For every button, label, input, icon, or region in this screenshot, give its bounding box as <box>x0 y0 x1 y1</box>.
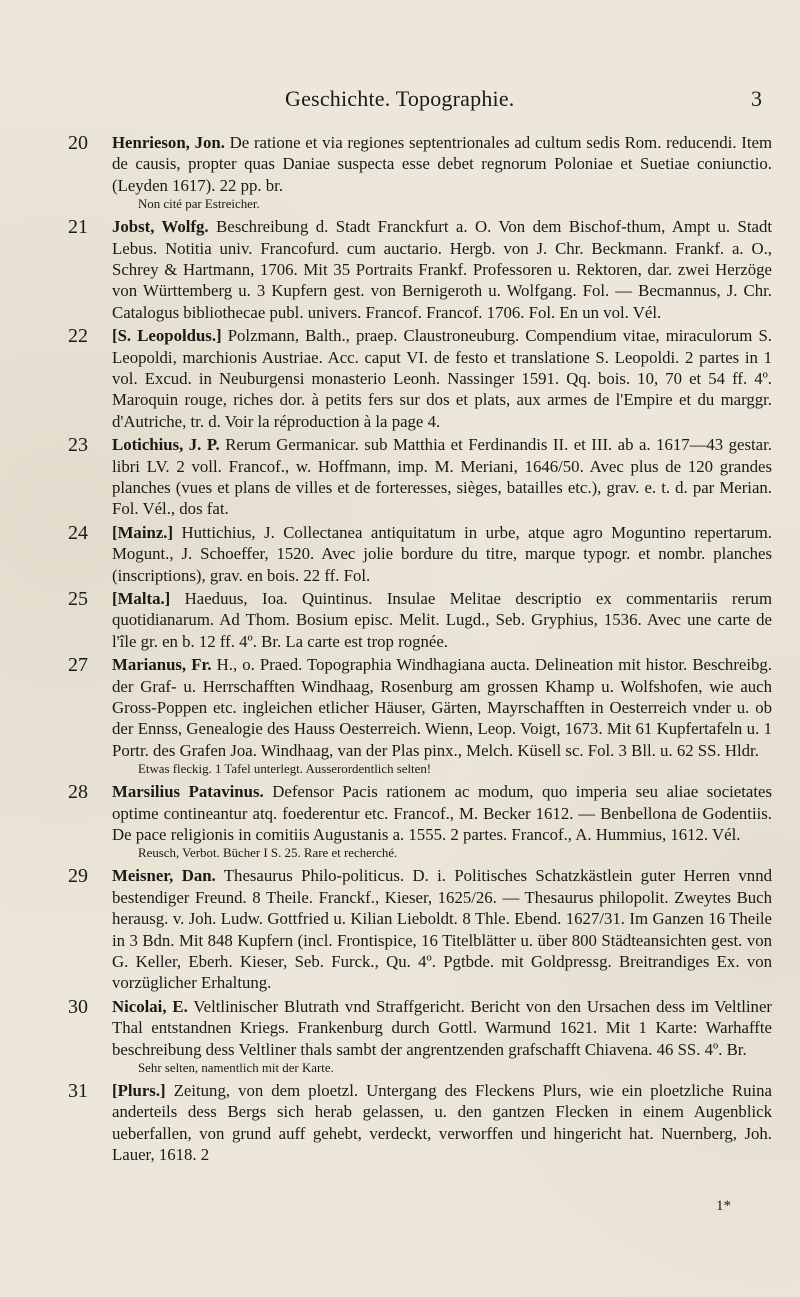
catalogue-entry <box>68 995 772 1078</box>
entry-description: De ratione et via regiones septentrionales ad cultum sedis Rom. reducendi. Item de causis, propter quas Daniae suspecta esse debet regnorum Poloniae et Suetiae coniunctio. (Leyden 1617). 22 pp. br. <box>112 133 773 195</box>
catalogue-entry <box>68 521 772 586</box>
entry-number: 29 <box>68 865 88 888</box>
entry-author: [Plurs.] <box>112 1080 166 1100</box>
entry-author: Meisner, Dan. <box>112 866 216 886</box>
page-header <box>0 86 800 116</box>
entry-text <box>112 996 772 1060</box>
entry-author: Henrieson, Jon. <box>112 133 225 152</box>
entry-number: 24 <box>68 521 88 544</box>
entry-text <box>112 865 772 993</box>
catalogue-entry <box>68 434 772 520</box>
entry-number: 25 <box>68 588 88 611</box>
page-number: 3 <box>751 86 762 111</box>
entry-number: 31 <box>68 1079 88 1102</box>
entry-author: [Mainz.] <box>112 522 174 542</box>
catalogue-entry <box>68 865 772 993</box>
entry-text <box>112 216 772 323</box>
entry-author: Marianus, Fr. <box>112 655 212 675</box>
entry-text <box>112 588 772 652</box>
signature-mark: 1* <box>716 1198 731 1214</box>
entry-number: 21 <box>68 216 88 239</box>
entry-author: Nicolai, E. <box>112 996 188 1016</box>
entry-text <box>112 781 772 845</box>
entry-number: 23 <box>68 434 88 457</box>
catalogue-entries <box>68 132 773 1168</box>
entry-description: Zeitung, von dem ploetzl. Untergang des Fleckens Plurs, wie ein ploetzliche Ruina anderteils dess Bergs sich herab gelassen, u. den gantzen Flecken in einem Augenblick ueberfallen, von grund auff gehebt, verdeckt, verworffen und hingericht hat. Nuernberg, Joh. Lauer, 1618. 2 <box>112 1080 772 1165</box>
entry-description: Polzmann, Balth., praep. Claustroneuburg. Compendium vitae, miraculorum S. Leopoldi, marchionis Austriae. Acc. caput VI. de festo et translatione S. Leopoldi. 2 partes in 1 vol. Excud. in Neuburgensi monasterio Leonh. Nassinger 1591. Qq. bois. 10, 70 et 54 ff. 4º. Maroquin rouge, riches dor. à petits fers sur dos et plats, aux armes de l'Empire et du marggr. d'Autriche, tr. d. Voir la réproduction à la page 4. <box>112 326 772 431</box>
entry-author: Jobst, Wolfg. <box>112 217 209 237</box>
entry-description: Haeduus, Ioa. Quintinus. Insulae Melitae descriptio ex commentariis rerum quotidianarum. Ad Thom. Bosium episc. Melit. Lugd., Seb. Gryphius, 1536. Avec une carte de l'île gr. en b. 12 ff. 4º. Br. La carte est trop rognée. <box>112 589 772 651</box>
entry-note: Reusch, Verbot. Bücher I S. 25. Rare et recherché. <box>138 846 398 861</box>
entry-description: Huttichius, J. Collectanea antiquitatum in urbe, atque agro Moguntino repertarum. Mogunt., J. Schoeffer, 1520. Avec jolie bordure du titre, marque typogr. et nombr. planches (inscriptions), grav. en bois. 22 ff. Fol. <box>112 522 772 585</box>
entry-number: 30 <box>68 995 88 1018</box>
entry-author: Marsilius Patavinus. <box>112 782 264 802</box>
catalogue-entry <box>68 654 772 779</box>
entry-text <box>112 1080 772 1166</box>
entry-text <box>112 434 772 520</box>
entry-text <box>112 325 772 432</box>
entry-text <box>112 654 772 761</box>
entry-description: Rerum Germanicar. sub Matthia et Ferdinandis II. et III. ab a. 1617—43 gestar. libri LV. 2 voll. Francof., w. Hoffmann, imp. M. Meriani, 1646/50. Avec plus de 120 grandes planches (vues et plans de villes et de forteresses, sièges, batailles etc.), grav. e. t. d. par Merian. Fol. Vél., dos fat. <box>112 435 772 519</box>
entry-author: [Malta.] <box>112 589 171 609</box>
entry-note: Non cité par Estreicher. <box>138 197 260 212</box>
entry-author: Lotichius, J. P. <box>112 435 220 455</box>
entry-description: Defensor Pacis rationem ac modum, quo imperia seu aliae societates optime contineantur atq. foederentur etc. Francof., M. Becker 1612. — Benbellona de Godentiis. De pace religionis in comitiis Augustanis a. 1555. 2 partes. Francof., A. Hummius, 1612. Vél. <box>112 782 772 844</box>
entry-note: Etwas fleckig. 1 Tafel unterlegt. Ausserordentlich selten! <box>138 762 432 777</box>
entry-text <box>112 132 772 196</box>
entry-text <box>112 522 772 586</box>
entry-description: Thesaurus Philo-politicus. D. i. Politisches Schatzkästlein guter Herren vnnd bestendiger Freund. 8 Theile. Franckf., Kieser, 1625/26. — Thesaurus philopolit. Zweytes Buch herausg. v. Joh. Ludw. Gottfried u. Kilian Lieboldt. 8 Thle. Ebend. 1627/31. Im Ganzen 16 Theile in 3 Bdn. Mit 848 Kupfern (incl. Frontispice, 16 Titelblätter u. über 800 Städteansichten gest. von G. Keller, Eberh. Kieser, Seb. Furck., Qu. 4º. Pgtbde. mit Goldpressg. Breitrandiges Ex. von vorzüglicher Erhaltung. <box>112 866 772 993</box>
catalogue-entry <box>68 588 772 652</box>
entry-number: 22 <box>68 325 88 348</box>
catalogue-entry <box>68 781 772 863</box>
catalogue-entry <box>68 216 773 323</box>
running-title: Geschichte. Topographie. <box>285 86 515 111</box>
entry-description: Beschreibung d. Stadt Franckfurt a. O. Von dem Bischof-thum, Ampt u. Stadt Lebus. Notitia univ. Francofurd. cum auctario. Hergb. von J. Chr. Beckmann. Frankf. a. O., Schrey & Hartmann, 1706. Mit 35 Portraits Frankf. Professoren u. Rektoren, dar. zwei Herzöge von Württemberg u. 3 Kupfern gest. von Bernigeroth u. Wolfgang. Fol. — Becmannus, J. Chr. Catalogus bibliothecae publ. univers. Francof. Francof. 1706. Fol. En un vol. Vél. <box>112 217 773 322</box>
catalogue-entry <box>68 1079 772 1166</box>
entry-description: Veltlinischer Blutrath vnd Straffgericht. Bericht von den Ursachen dess im Veltliner Thal entstandnen Kriegs. Frankenburg durch Gottl. Warmund 1621. Mit 1 Karte: Warhaffte beschreibung dess Veltliner thals sambt der angrentzenden grafschafft Chiavena. 46 SS. 4º. Br. <box>112 996 772 1059</box>
entry-description: H., o. Praed. Topographia Windhagiana aucta. Delineation mit histor. Beschreibg. der Graf- u. Herrschafften Windhaag, Rosenburg am grossen Khamp u. Wolfshofen, wie auch Gross-Poppen etc. ingleichen etlicher Häuser, Gärten, Mayrschafften in Oesterreich vnder u. ob der Ennss, Genealogie des Hauss Oesterreich. Wienn, Leop. Voigt, 1673. Mit 61 Kupfertafeln u. 1 Portr. des Grafen Joa. Windhaag, van der Plas pinx., Melch. Küsell sc. Fol. 3 Bll. u. 62 SS. Hldr. <box>112 655 772 760</box>
catalogue-entry <box>68 325 772 432</box>
entry-note: Sehr selten, namentlich mit der Karte. <box>138 1060 334 1075</box>
entry-number: 27 <box>68 654 88 677</box>
entry-number: 28 <box>68 781 88 804</box>
catalogue-entry <box>68 132 773 214</box>
entry-number: 20 <box>68 132 88 154</box>
entry-author: [S. Leopoldus.] <box>112 326 222 346</box>
